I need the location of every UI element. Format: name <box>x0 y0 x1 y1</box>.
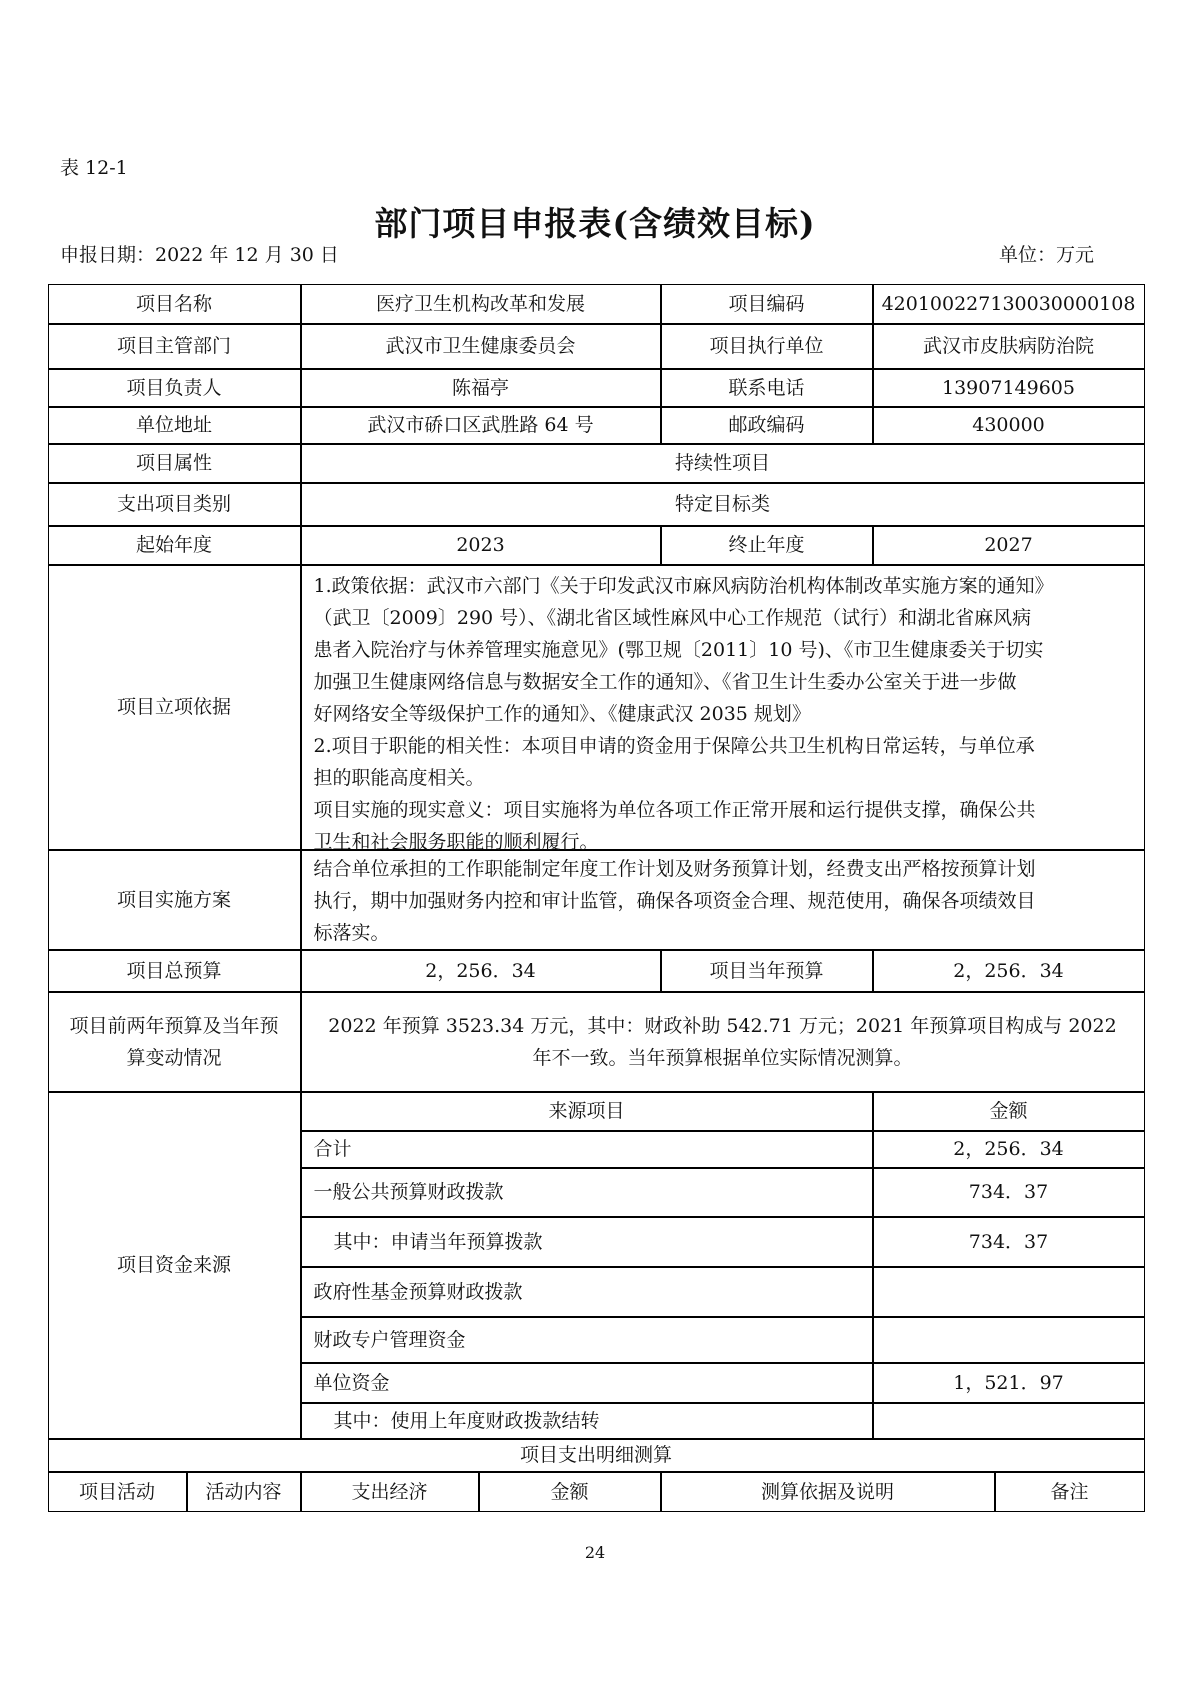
address-label: 单位地址 <box>48 407 301 444</box>
basis-line: 2.项目于职能的相关性：本项目申请的资金用于保障公共卫生机构日常运转，与单位承 <box>313 734 1035 757</box>
funding-label: 项目资金来源 <box>48 1092 301 1439</box>
attribute-value: 持续性项目 <box>301 444 1145 483</box>
manager-value: 陈福亭 <box>301 369 661 407</box>
start-year-label: 起始年度 <box>48 526 301 565</box>
declaration-date: 申报日期：2022 年 12 月 30 日 <box>60 244 339 266</box>
plan-line: 执行，期中加强财务内控和审计监管，确保各项资金合理、规范使用，确保各项绩效目 <box>313 889 1036 912</box>
category-value: 特定目标类 <box>301 483 1145 526</box>
end-year-value: 2027 <box>873 526 1145 565</box>
project-code-label: 项目编码 <box>661 284 873 324</box>
history-label <box>48 992 301 1092</box>
funding-row-amount <box>873 1267 1145 1317</box>
funding-row-amount: 734．37 <box>873 1168 1145 1217</box>
funding-row-amount: 1，521．97 <box>873 1363 1145 1403</box>
funding-header-source: 来源项目 <box>301 1092 873 1131</box>
funding-row-amount <box>873 1317 1145 1363</box>
funding-row-name: 单位资金 <box>301 1363 873 1403</box>
executor-label: 项目执行单位 <box>661 324 873 369</box>
executor-value: 武汉市皮肤病防治院 <box>873 324 1145 369</box>
manager-label: 项目负责人 <box>48 369 301 407</box>
funding-row-amount: 734．37 <box>873 1217 1145 1267</box>
basis-label: 项目立项依据 <box>48 565 301 850</box>
history-label-line: 算变动情况 <box>126 1046 222 1069</box>
basis-text <box>301 565 1145 853</box>
current-budget-label: 项目当年预算 <box>661 950 873 992</box>
page-number: 24 <box>584 1543 606 1562</box>
detail-header-economic: 支出经济 <box>301 1472 479 1512</box>
basis-line: 好网络安全等级保护工作的通知》、《健康武汉 2035 规划》 <box>313 702 811 725</box>
funding-row-name: 其中：使用上年度财政拨款结转 <box>301 1403 873 1439</box>
supervisor-label: 项目主管部门 <box>48 324 301 369</box>
table-number: 表 12-1 <box>60 157 128 179</box>
history-text <box>301 992 1145 1092</box>
plan-text <box>301 850 1145 950</box>
basis-line: 担的职能高度相关。 <box>313 766 485 789</box>
start-year-value: 2023 <box>301 526 661 565</box>
detail-title: 项目支出明细测算 <box>48 1439 1145 1472</box>
basis-line: 1.政策依据：武汉市六部门《关于印发武汉市麻风病防治机构体制改革实施方案的通知》 <box>313 574 1054 597</box>
current-budget-value: 2，256．34 <box>873 950 1145 992</box>
funding-header-amount: 金额 <box>873 1092 1145 1131</box>
attribute-label: 项目属性 <box>48 444 301 483</box>
supervisor-value: 武汉市卫生健康委员会 <box>301 324 661 369</box>
page-title: 部门项目申报表(含绩效目标) <box>374 204 816 243</box>
basis-line: （武卫〔2009〕290 号）、《湖北省区域性麻风中心工作规范（试行）和湖北省麻风病 <box>313 606 1032 629</box>
address-value: 武汉市硚口区武胜路 64 号 <box>301 407 661 444</box>
history-line: 2022 年预算 3523.34 万元，其中：财政补助 542.71 万元；2021 年预算项目构成与 2022 <box>328 1014 1117 1037</box>
project-code-value: 420100227130030000108 <box>873 284 1145 324</box>
postcode-label: 邮政编码 <box>661 407 873 444</box>
history-line: 年不一致。当年预算根据单位实际情况测算。 <box>532 1046 913 1069</box>
detail-header-content: 活动内容 <box>187 1472 301 1512</box>
funding-row-name: 一般公共预算财政拨款 <box>301 1168 873 1217</box>
history-label-line: 项目前两年预算及当年预 <box>69 1014 279 1037</box>
funding-row-name: 财政专户管理资金 <box>301 1317 873 1363</box>
funding-row-name: 政府性基金预算财政拨款 <box>301 1267 873 1317</box>
funding-row-name: 合计 <box>301 1131 873 1168</box>
basis-line: 项目实施的现实意义：项目实施将为单位各项工作正常开展和运行提供支撑，确保公共 <box>313 798 1036 821</box>
category-label: 支出项目类别 <box>48 483 301 526</box>
postcode-value: 430000 <box>873 407 1145 444</box>
detail-header-amount: 金额 <box>479 1472 661 1512</box>
basis-line: 加强卫生健康网络信息与数据安全工作的通知》、《省卫生计生委办公室关于进一步做 <box>313 670 1017 693</box>
detail-header-remarks: 备注 <box>995 1472 1145 1512</box>
project-name-value: 医疗卫生机构改革和发展 <box>301 284 661 324</box>
plan-label: 项目实施方案 <box>48 850 301 950</box>
detail-header-basis: 测算依据及说明 <box>661 1472 995 1512</box>
total-budget-label: 项目总预算 <box>48 950 301 992</box>
phone-label: 联系电话 <box>661 369 873 407</box>
declaration-table <box>48 284 1145 1548</box>
basis-line: 卫生和社会服务职能的顺利履行。 <box>313 830 599 853</box>
funding-row-amount <box>873 1403 1145 1439</box>
total-budget-value: 2，256．34 <box>301 950 661 992</box>
unit-label: 单位：万元 <box>999 244 1095 266</box>
plan-line: 结合单位承担的工作职能制定年度工作计划及财务预算计划，经费支出严格按预算计划 <box>313 857 1036 880</box>
funding-row-amount: 2，256．34 <box>873 1131 1145 1168</box>
phone-value: 13907149605 <box>873 369 1145 407</box>
end-year-label: 终止年度 <box>661 526 873 565</box>
project-name-label: 项目名称 <box>48 284 301 324</box>
plan-line: 标落实。 <box>313 921 390 944</box>
basis-line: 患者入院治疗与休养管理实施意见》(鄂卫规〔2011〕10 号)、《市卫生健康委关于切实 <box>313 638 1044 661</box>
funding-row-name: 其中：申请当年预算拨款 <box>301 1217 873 1267</box>
detail-header-activity: 项目活动 <box>48 1472 187 1512</box>
